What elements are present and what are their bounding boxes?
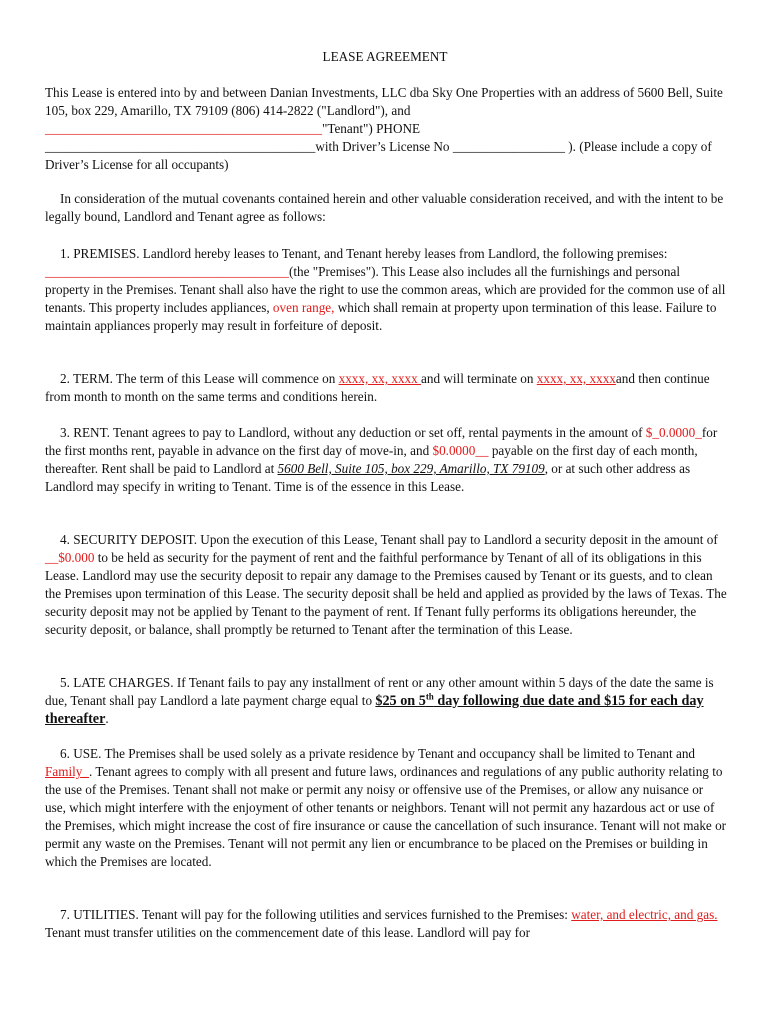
late-charges-section (45, 674, 727, 728)
term-section (45, 370, 727, 406)
utilities-list: water, and electric, and gas. (571, 907, 718, 922)
premises-section (45, 245, 727, 335)
intro-text-license: with Driver’s License No (315, 139, 450, 154)
late-fee-text: $25 on 5 (375, 693, 426, 709)
rent-text-3: payable on the first day of each month, thereafter. Rent shall be paid to Landlord at (45, 443, 698, 476)
rent-text-4: , or at such other address as Landlord may specify in writing to Tenant. Time is of the essence in this Lease. (45, 461, 691, 494)
rent-text: 3. RENT. Tenant agrees to pay to Landlord, without any deduction or set off, rental payments in the amount of (60, 425, 643, 440)
payment-address: 5600 Bell, Suite 105, box 229, Amarillo, TX 79109 (277, 461, 545, 476)
security-deposit-amount: __$0.000 (45, 550, 95, 565)
intro-text-tenant: "Tenant") PHONE (321, 121, 421, 136)
first-month-rent-amount: $_0.0000_ (645, 425, 702, 440)
deposit-text: 4. SECURITY DEPOSIT. Upon the execution of this Lease, Tenant shall pay to Landlord a security deposit in the amount of (60, 532, 718, 547)
occupant-type: Family_ (45, 764, 89, 779)
tenant-name-blank[interactable]: __________________________________________ (45, 121, 322, 136)
premises-text-2: (the "Premises"). This Lease also includes all the furnishings and personal property in the Premises. Tenant shall also have the right to use the common areas, which are provided for the common use of all tenants. This property includes appliances, (45, 264, 726, 315)
use-section (45, 745, 727, 871)
phone-blank[interactable]: _________________________________________ (45, 139, 316, 154)
late-fee-text-2: day following due date and $15 for each day thereafter (45, 693, 704, 727)
term-text-3: and then continue from month to month on the same terms and conditions herein. (45, 371, 710, 404)
late-text: 5. LATE CHARGES. If Tenant fails to pay any installment of rent or any other amount within 5 days of the date the same is due, Tenant shall pay Landlord a late payment charge equal to (45, 675, 714, 708)
utilities-text-2: Tenant must transfer utilities on the commencement date of this lease. Landlord will pay for (45, 925, 531, 940)
utilities-text: 7. UTILITIES. Tenant will pay for the following utilities and services furnished to the Premises: (60, 907, 568, 922)
use-text: 6. USE. The Premises shall be used solely as a private residence by Tenant and occupancy shall be limited to Tenant and (60, 746, 696, 761)
license-blank[interactable]: _________________ (452, 139, 565, 154)
premises-text-3: which shall remain at property upon termination of this lease. Failure to maintain appliances properly may result in forfeiture of deposit. (45, 300, 717, 333)
premises-text: 1. PREMISES. Landlord hereby leases to Tenant, and Tenant hereby leases from Landlord, the following premises: (60, 246, 668, 261)
document-title: LEASE AGREEMENT (322, 49, 448, 64)
use-text-2: . Tenant agrees to comply with all present and future laws, ordinances and regulations of any public authority relating to the use of the Premises. Tenant shall not make or permit any noisy or offensive use of the Premises, or allow any nuisance or use, which might interfere with the enjoyment of other tenants or neighbors. Tenant will not permit any hazardous act or use of the Premises, which might increase the cost of fire insurance or cause the cancellation of such insurance. Tenant will not make or permit any waste on the Premises. Tenant will not permit any lien or encumbrance to be placed on the Premises or building in which the Premises are located. (45, 764, 727, 869)
term-text-2: and will terminate on (421, 371, 534, 386)
late-fee-superscript: th (425, 691, 434, 702)
consideration-paragraph: In consideration of the mutual covenants contained herein and other valuable consideration received, and with the intent to be legally bound, Landlord and Tenant agree as follows: (45, 191, 724, 224)
intro-text: This Lease is entered into by and between Danian Investments, LLC dba Sky One Properties with an address of 5600 Bell, Suite 105, box 229, Amarillo, TX 79109 (806) 414-2822 ("Landlord"), and (45, 85, 723, 118)
rent-section (45, 424, 727, 496)
term-text: 2. TERM. The term of this Lease will commence on (60, 371, 336, 386)
utilities-section (45, 906, 727, 942)
term-start-date: xxxx, xx, xxxx (338, 371, 422, 386)
monthly-rent-amount: $0.0000__ (432, 443, 489, 458)
rent-text-2: for the first months rent, payable in advance on the first day of move-in, and (45, 425, 718, 458)
security-deposit-section (45, 531, 727, 639)
term-end-date: xxxx, xx, xxxx (536, 371, 616, 386)
late-text-end: . (105, 711, 109, 726)
appliance-list: oven range, (272, 300, 335, 315)
deposit-text-2: to be held as security for the payment of rent and the faithful performance by Tenant of all of its obligations in this Lease. Landlord may use the security deposit to repair any damage to the Premises caused by Tenant or its guests, and to clean the Premises upon termination of this Lease. The security deposit shall be held and applied as provided by the laws of Texas. The security deposit may not be applied by Tenant to the payment of rent. If Tenant fully performs its obligations hereunder, the security deposit, or balance, shall promptly be returned to Tenant after the termination of this Lease. (45, 550, 727, 637)
premises-address-blank[interactable]: _____________________________________ (45, 264, 289, 279)
intro-paragraph (45, 84, 727, 174)
intro-text-copy: ). (Please include a copy of Driver’s License for all occupants) (45, 139, 712, 172)
